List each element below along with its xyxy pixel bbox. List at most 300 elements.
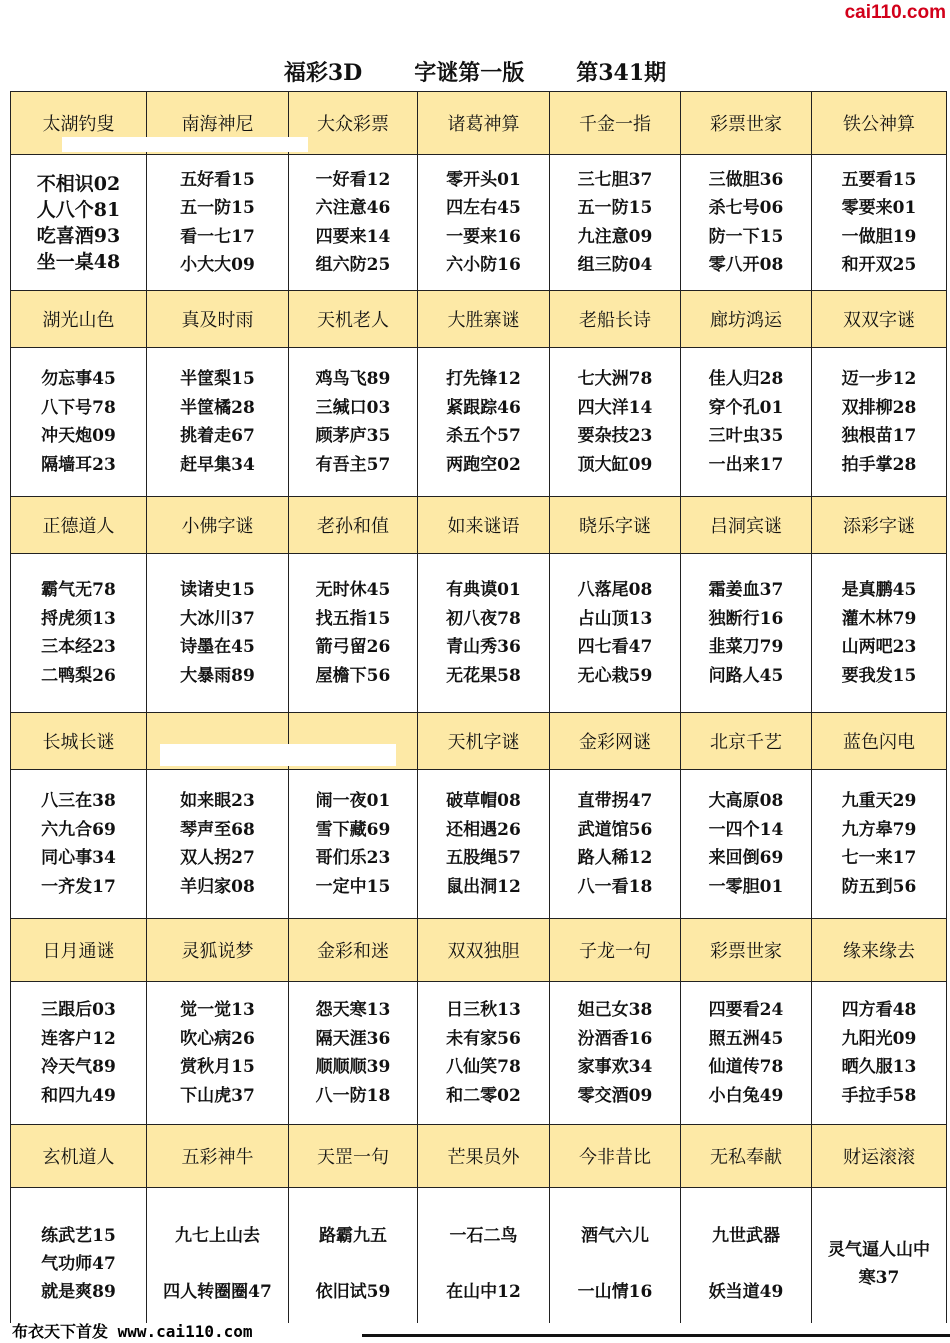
riddle-entries xyxy=(180,787,255,901)
riddle-line: 七大洲78 xyxy=(577,369,653,389)
riddle-entries xyxy=(316,365,391,479)
column-author-header: 太湖钓叟 xyxy=(11,92,147,155)
riddle-cell xyxy=(418,554,550,713)
riddle-line: 四方看48 xyxy=(841,1000,917,1020)
riddle-line: 双人拐27 xyxy=(180,848,255,868)
riddle-line: 八一看18 xyxy=(577,876,653,897)
riddle-line: 大冰川37 xyxy=(180,608,255,629)
riddle-line: 照五洲45 xyxy=(708,1028,784,1049)
column-author-header: 千金一指 xyxy=(550,92,681,155)
riddle-line: 紧跟踪46 xyxy=(446,397,521,418)
riddle-line: 要杂技23 xyxy=(577,426,653,446)
riddle-line: 路霸九五 xyxy=(318,1226,387,1246)
riddle-line: 六注意46 xyxy=(315,198,391,218)
riddle-entries xyxy=(446,787,521,901)
riddle-line: 仙道传78 xyxy=(708,1057,784,1077)
footer-divider xyxy=(362,1334,950,1337)
riddle-cell xyxy=(289,554,418,713)
column-author-header: 廊坊鸿运 xyxy=(681,291,812,348)
riddle-line: 韭菜刀79 xyxy=(708,637,784,657)
title-edition: 字谜第一版 xyxy=(414,59,525,86)
riddle-line: 三做胆36 xyxy=(708,169,784,190)
column-author-header: 晓乐字谜 xyxy=(550,497,681,554)
riddle-cell xyxy=(812,982,947,1125)
riddle-line: 同心事34 xyxy=(41,848,116,868)
riddle-entries xyxy=(578,365,653,479)
riddle-line: 一山情16 xyxy=(577,1282,653,1302)
riddle-line: 妲己女38 xyxy=(577,1000,653,1020)
riddle-line: 练武艺15 xyxy=(41,1226,116,1246)
riddle-entries xyxy=(316,787,391,901)
riddle-entries xyxy=(316,166,391,280)
riddle-entries xyxy=(842,576,917,690)
riddle-line: 武道馆56 xyxy=(577,819,653,840)
riddle-line: 四大洋14 xyxy=(577,397,653,418)
riddle-cell xyxy=(289,770,418,919)
riddle-line: 找五指15 xyxy=(315,608,391,629)
riddle-entries xyxy=(578,576,653,690)
riddle-entries xyxy=(709,996,784,1110)
riddle-cell xyxy=(11,155,147,291)
riddle-line: 琴声至68 xyxy=(180,819,255,840)
riddle-cell xyxy=(812,1188,947,1341)
riddle-cell xyxy=(147,155,289,291)
riddle-line: 一做胆19 xyxy=(841,226,917,247)
riddle-entries xyxy=(41,1222,116,1306)
riddle-entries xyxy=(316,1208,391,1320)
riddle-line: 气功师47 xyxy=(41,1254,116,1274)
riddle-line: 七一来17 xyxy=(841,848,917,868)
column-author-header: 长城长谜 xyxy=(11,713,147,770)
riddle-cell xyxy=(11,348,147,497)
riddle-line: 和二零02 xyxy=(446,1085,521,1106)
riddle-line: 打先锋12 xyxy=(446,369,521,389)
riddle-line: 怨天寒13 xyxy=(315,1000,391,1020)
riddle-line: 吃喜酒93 xyxy=(36,224,121,247)
column-author-header: 正德道人 xyxy=(11,497,147,554)
riddle-entries xyxy=(180,996,255,1110)
riddle-cell xyxy=(681,155,812,291)
riddle-line: 九七上山去 xyxy=(174,1226,260,1246)
riddle-line: 勿忘事45 xyxy=(41,369,116,389)
riddle-line: 四七看47 xyxy=(577,637,653,657)
column-author-header: 灵狐说梦 xyxy=(147,919,289,982)
riddle-line: 路人稀12 xyxy=(577,848,653,868)
riddle-cell xyxy=(289,1188,418,1341)
riddle-line: 五要看15 xyxy=(841,169,917,190)
redaction-mask xyxy=(160,744,396,766)
riddle-line: 迈一步12 xyxy=(841,369,917,389)
column-author-header: 如来谜语 xyxy=(418,497,550,554)
riddle-line: 酒气六儿 xyxy=(580,1226,649,1246)
riddle-line: 四左右45 xyxy=(446,198,521,218)
riddle-entries xyxy=(578,166,653,280)
riddle-entries xyxy=(709,365,784,479)
riddle-entries xyxy=(41,996,116,1110)
riddle-line: 冲天炮09 xyxy=(41,426,116,446)
riddle-line: 一定中15 xyxy=(315,876,391,897)
riddle-line: 顶大缸09 xyxy=(577,454,653,475)
riddle-line: 八下号78 xyxy=(41,397,116,418)
riddle-cell xyxy=(11,982,147,1125)
riddle-cell xyxy=(11,1188,147,1341)
header-row xyxy=(11,713,947,770)
riddle-cell xyxy=(681,982,812,1125)
riddle-entries xyxy=(446,166,521,280)
riddle-line: 九阳光09 xyxy=(841,1028,917,1049)
riddle-line: 组六防25 xyxy=(315,255,391,275)
riddle-line: 未有家56 xyxy=(446,1028,521,1049)
riddle-line: 八仙笑78 xyxy=(446,1057,521,1077)
riddle-line: 家事欢34 xyxy=(577,1057,653,1077)
riddle-line: 大高原08 xyxy=(708,791,784,811)
riddle-cell xyxy=(418,982,550,1125)
column-author-header: 添彩字谜 xyxy=(812,497,947,554)
riddle-cell xyxy=(550,770,681,919)
riddle-entries xyxy=(446,365,521,479)
riddle-line: 坐一桌48 xyxy=(36,250,121,273)
riddle-entries xyxy=(446,1208,521,1320)
riddle-line: 八三在38 xyxy=(41,791,116,811)
riddle-cell xyxy=(147,348,289,497)
riddle-cell xyxy=(147,554,289,713)
riddle-cell xyxy=(550,554,681,713)
column-author-header: 五彩神牛 xyxy=(147,1125,289,1188)
riddle-entries xyxy=(709,1208,784,1320)
riddle-line: 汾酒香16 xyxy=(577,1028,653,1049)
riddle-entries xyxy=(163,1208,272,1320)
riddle-cell xyxy=(418,770,550,919)
riddle-line: 双排柳28 xyxy=(841,397,917,418)
riddle-entries xyxy=(180,576,255,690)
riddle-line: 有典谟01 xyxy=(446,580,521,600)
riddle-cell xyxy=(147,770,289,919)
footer xyxy=(0,1323,950,1343)
riddle-row xyxy=(11,554,947,713)
riddle-line: 山两吧23 xyxy=(841,637,917,657)
riddle-row xyxy=(11,348,947,497)
riddle-line: 二鸭梨26 xyxy=(41,665,116,686)
column-author-header: 老孙和值 xyxy=(289,497,418,554)
riddle-line: 一要来16 xyxy=(446,226,521,247)
column-author-header: 双双字谜 xyxy=(812,291,947,348)
riddle-entries xyxy=(41,576,116,690)
riddle-line: 防五到56 xyxy=(841,876,917,897)
column-author-header: 无私奉献 xyxy=(681,1125,812,1188)
riddle-line: 屋檐下56 xyxy=(315,665,391,686)
riddle-line: 青山秀36 xyxy=(446,637,521,657)
riddle-line: 一好看12 xyxy=(315,169,391,190)
riddle-line: 就是爽89 xyxy=(41,1282,116,1302)
riddle-line: 八一防18 xyxy=(315,1085,391,1106)
riddle-entries xyxy=(446,576,521,690)
riddle-line: 在山中12 xyxy=(446,1282,521,1302)
riddle-line: 初八夜78 xyxy=(446,608,521,629)
column-author-header: 北京千艺 xyxy=(681,713,812,770)
riddle-line: 直带拐47 xyxy=(577,791,653,811)
riddle-entries xyxy=(180,166,255,280)
riddle-line: 九重天29 xyxy=(841,791,917,811)
riddle-line: 一四个14 xyxy=(708,819,784,840)
riddle-line: 鸡鸟飞89 xyxy=(315,369,391,389)
riddle-line: 要我发15 xyxy=(841,665,917,686)
riddle-line: 隔墙耳23 xyxy=(41,454,116,475)
riddle-line: 一零胆01 xyxy=(708,876,784,897)
riddle-line: 还相遇26 xyxy=(446,819,521,840)
riddle-line: 雪下藏69 xyxy=(315,819,391,840)
riddle-line: 挑着走67 xyxy=(180,426,255,446)
riddle-cell xyxy=(11,770,147,919)
riddle-line: 连客户12 xyxy=(41,1028,116,1049)
column-author-header: 金彩和迷 xyxy=(289,919,418,982)
riddle-line: 捋虎须13 xyxy=(41,608,116,629)
riddle-line: 霸气无78 xyxy=(41,580,116,600)
riddle-entries xyxy=(180,365,255,479)
riddle-cell xyxy=(812,155,947,291)
riddle-entries xyxy=(842,365,917,479)
riddle-line: 三缄口03 xyxy=(315,397,391,418)
riddle-row xyxy=(11,1188,947,1341)
riddle-cell xyxy=(550,155,681,291)
footer-text[interactable]: 布衣天下首发 www.cai110.com xyxy=(12,1322,253,1341)
riddle-cell xyxy=(812,348,947,497)
column-author-header: 缘来缘去 xyxy=(812,919,947,982)
riddle-entries xyxy=(709,787,784,901)
title-issue: 第341期 xyxy=(576,59,667,86)
riddle-line: 吹心病26 xyxy=(180,1028,255,1049)
riddle-line: 九注意09 xyxy=(577,226,653,247)
riddle-cell xyxy=(812,770,947,919)
riddle-line: 独根苗17 xyxy=(841,426,917,446)
riddle-entries xyxy=(817,1236,941,1293)
riddle-line: 三叶虫35 xyxy=(708,426,784,446)
riddle-line: 鼠出洞12 xyxy=(446,876,521,897)
riddle-line: 人八个81 xyxy=(36,198,121,221)
riddle-cell xyxy=(289,155,418,291)
riddle-entries xyxy=(41,365,116,479)
riddle-line: 八落尾08 xyxy=(577,580,653,600)
riddle-line: 闹一夜01 xyxy=(315,791,391,811)
column-author-header: 蓝色闪电 xyxy=(812,713,947,770)
riddle-entries xyxy=(446,996,521,1110)
riddle-line: 哥们乐23 xyxy=(315,848,391,868)
riddle-line: 妖当道49 xyxy=(708,1282,784,1302)
riddle-line: 三七胆37 xyxy=(577,169,653,190)
riddle-line: 觉一觉13 xyxy=(180,1000,255,1020)
riddle-line: 和四九49 xyxy=(41,1085,116,1106)
riddle-line: 有吾主57 xyxy=(315,454,391,475)
riddle-line: 羊归家08 xyxy=(180,876,255,897)
riddle-entries xyxy=(578,787,653,901)
riddle-line: 穿个孔01 xyxy=(708,397,784,418)
header-row xyxy=(11,1125,947,1188)
riddle-cell xyxy=(418,348,550,497)
riddle-cell xyxy=(550,982,681,1125)
riddle-line: 三跟后03 xyxy=(41,1000,116,1020)
riddle-line: 五好看15 xyxy=(180,169,255,190)
riddle-line: 四要看24 xyxy=(708,1000,784,1020)
column-author-header: 彩票世家 xyxy=(681,919,812,982)
riddle-entries xyxy=(316,576,391,690)
riddle-line: 破草帽08 xyxy=(446,791,521,811)
riddle-line: 两跑空02 xyxy=(446,454,521,475)
riddle-line: 冷天气89 xyxy=(41,1057,116,1077)
riddle-row xyxy=(11,770,947,919)
riddle-line: 来回倒69 xyxy=(708,848,784,868)
column-author-header: 财运滚滚 xyxy=(812,1125,947,1188)
riddle-line: 一齐发17 xyxy=(41,876,116,897)
column-author-header: 湖光山色 xyxy=(11,291,147,348)
header-row xyxy=(11,291,947,348)
riddle-line: 读诸史15 xyxy=(180,580,255,600)
column-author-header: 吕洞宾谜 xyxy=(681,497,812,554)
column-author-header: 天机字谜 xyxy=(418,713,550,770)
riddle-line: 六小防16 xyxy=(446,255,521,275)
riddle-line: 五一防15 xyxy=(577,198,653,218)
riddle-line: 灵气逼人山中寒37 xyxy=(828,1239,930,1288)
riddle-line: 日三秋13 xyxy=(446,1000,521,1020)
riddle-entries xyxy=(842,787,917,901)
riddle-cell xyxy=(681,554,812,713)
riddle-table xyxy=(10,91,947,1341)
riddle-cell xyxy=(681,1188,812,1341)
riddle-line: 和开双25 xyxy=(841,255,917,275)
column-author-header: 铁公神算 xyxy=(812,92,947,155)
riddle-cell xyxy=(681,770,812,919)
riddle-line: 独断行16 xyxy=(708,608,784,629)
riddle-cell xyxy=(550,348,681,497)
riddle-line: 小白兔49 xyxy=(708,1085,784,1106)
column-author-header: 金彩网谜 xyxy=(550,713,681,770)
riddle-cell xyxy=(812,554,947,713)
riddle-line: 赶早集34 xyxy=(180,454,255,475)
riddle-line: 九世武器 xyxy=(711,1226,780,1246)
riddle-line: 隔天涯36 xyxy=(315,1028,391,1049)
riddle-line: 灌木林79 xyxy=(841,608,917,629)
riddle-line: 零交酒09 xyxy=(577,1085,653,1106)
riddle-line: 六九合69 xyxy=(41,819,116,840)
riddle-line: 九方皋79 xyxy=(841,819,917,840)
riddle-line: 箭弓留26 xyxy=(315,637,391,657)
riddle-line: 是真鹏45 xyxy=(841,580,917,600)
riddle-entries xyxy=(578,1208,653,1320)
riddle-line: 无心栽59 xyxy=(577,665,653,686)
column-author-header: 今非昔比 xyxy=(550,1125,681,1188)
column-author-header: 天罡一句 xyxy=(289,1125,418,1188)
riddle-cell xyxy=(681,348,812,497)
riddle-line: 下山虎37 xyxy=(180,1085,255,1106)
column-author-header: 日月通谜 xyxy=(11,919,147,982)
riddle-line: 一出来17 xyxy=(708,454,784,475)
riddle-row xyxy=(11,155,947,291)
riddle-line: 杀五个57 xyxy=(446,426,521,446)
riddle-line: 零开头01 xyxy=(446,169,521,190)
riddle-line: 如来眼23 xyxy=(180,791,255,811)
riddle-cell xyxy=(147,982,289,1125)
riddle-entries xyxy=(842,996,917,1110)
riddle-cell xyxy=(147,1188,289,1341)
column-author-header: 子龙一句 xyxy=(550,919,681,982)
column-author-header: 天机老人 xyxy=(289,291,418,348)
riddle-cell xyxy=(418,1188,550,1341)
column-author-header: 小佛字谜 xyxy=(147,497,289,554)
riddle-line: 半筐橘28 xyxy=(180,397,255,418)
column-author-header: 诸葛神算 xyxy=(418,92,550,155)
riddle-cell xyxy=(418,155,550,291)
riddle-line: 无时休45 xyxy=(315,580,391,600)
riddle-line: 霜姜血37 xyxy=(708,580,784,600)
riddle-entries xyxy=(316,996,391,1110)
riddle-line: 大暴雨89 xyxy=(180,665,255,686)
riddle-cell xyxy=(550,1188,681,1341)
riddle-entries xyxy=(41,787,116,901)
column-author-header: 南海神尼 xyxy=(147,92,289,155)
riddle-cell xyxy=(289,982,418,1125)
riddle-cell xyxy=(289,348,418,497)
title-lottery: 福彩3D xyxy=(283,59,363,86)
riddle-entries xyxy=(578,996,653,1110)
riddle-line: 诗墨在45 xyxy=(180,637,255,657)
column-author-header: 双双独胆 xyxy=(418,919,550,982)
header-row xyxy=(11,919,947,982)
brand-logo[interactable]: cai110.com xyxy=(844,2,946,23)
riddle-line: 零八开08 xyxy=(708,255,784,275)
riddle-line: 半筐梨15 xyxy=(180,369,255,389)
column-author-header: 大胜寨谜 xyxy=(418,291,550,348)
column-author-header: 彩票世家 xyxy=(681,92,812,155)
riddle-line: 占山顶13 xyxy=(577,608,653,629)
riddle-line: 无花果58 xyxy=(446,665,521,686)
riddle-line: 依旧试59 xyxy=(315,1282,391,1302)
riddle-line: 小大大09 xyxy=(180,255,255,275)
page-title xyxy=(0,54,950,88)
riddle-line: 组三防04 xyxy=(577,255,653,275)
column-author-header: 芒果员外 xyxy=(418,1125,550,1188)
riddle-line: 问路人45 xyxy=(708,665,784,686)
riddle-line: 佳人归28 xyxy=(708,369,784,389)
riddle-line: 晒久服13 xyxy=(841,1057,917,1077)
riddle-line: 五一防15 xyxy=(180,198,255,218)
riddle-line: 四人转圈圈47 xyxy=(163,1282,272,1302)
riddle-entries xyxy=(709,166,784,280)
riddle-entries xyxy=(709,576,784,690)
riddle-line: 杀七号06 xyxy=(708,198,784,218)
riddle-line: 一石二鸟 xyxy=(449,1226,518,1246)
column-author-header: 老船长诗 xyxy=(550,291,681,348)
riddle-line: 零要来01 xyxy=(841,198,917,218)
riddle-entries xyxy=(842,166,917,280)
riddle-row xyxy=(11,982,947,1125)
riddle-line: 手拉手58 xyxy=(841,1085,917,1106)
riddle-line: 五股绳57 xyxy=(446,848,521,868)
riddle-line: 顺顺顺39 xyxy=(315,1057,391,1077)
riddle-cell xyxy=(11,554,147,713)
redaction-mask xyxy=(62,137,308,152)
riddle-line: 赏秋月15 xyxy=(180,1057,255,1077)
riddle-line: 防一下15 xyxy=(708,226,784,247)
column-author-header: 真及时雨 xyxy=(147,291,289,348)
riddle-entries xyxy=(37,171,120,275)
riddle-line: 三本经23 xyxy=(41,637,116,657)
riddle-line: 拍手掌28 xyxy=(841,454,917,475)
riddle-line: 看一七17 xyxy=(180,226,255,247)
riddle-line: 顾茅庐35 xyxy=(315,426,391,446)
header-row xyxy=(11,497,947,554)
riddle-line: 不相识02 xyxy=(36,172,121,195)
column-author-header: 玄机道人 xyxy=(11,1125,147,1188)
column-author-header: 大众彩票 xyxy=(289,92,418,155)
riddle-line: 四要来14 xyxy=(315,226,391,247)
